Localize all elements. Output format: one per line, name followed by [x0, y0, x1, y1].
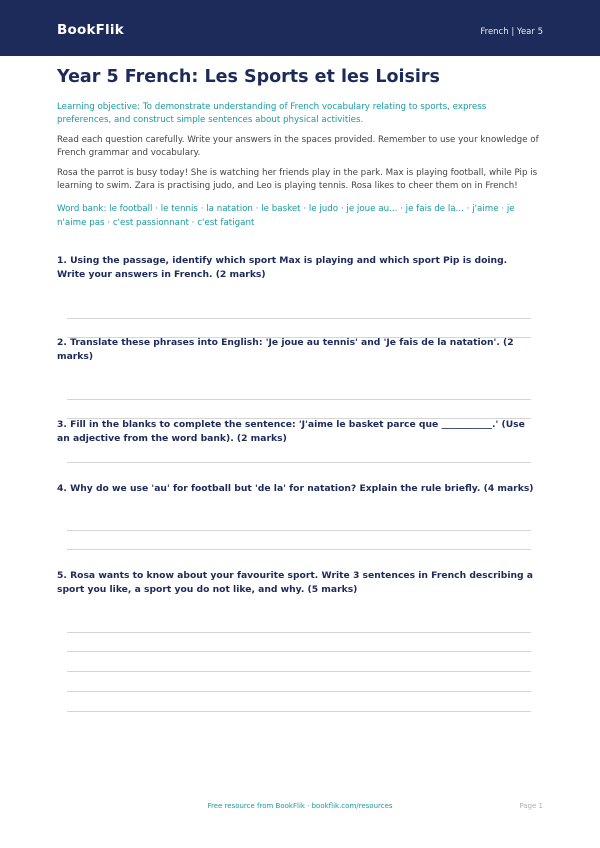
instructions-text: Read each question carefully. Write your answers in the spaces provided. Remember to use your knowledge of French grammar and vocabulary. [57, 135, 539, 158]
worksheet-intro [57, 66, 542, 230]
page-header [0, 0, 600, 56]
answer-line[interactable] [67, 549, 531, 550]
story-passage: Rosa the parrot is busy today! She is watching her friends play in the park. Max is playing football, while Pip is learning to swim. Zara is practising judo, and Leo is playing tennis. Rosa likes to cheer them on in French! [57, 168, 538, 191]
answer-line[interactable] [67, 711, 531, 712]
answer-line[interactable] [67, 318, 531, 319]
answer-line[interactable] [67, 671, 531, 672]
question-2: 2. Translate these phrases into English: 'Je joue au tennis' and 'Je fais de la natation'. (2 marks) [57, 337, 514, 362]
word-bank: Word bank: le football · le tennis · la natation · le basket · le judo · je joue au... · je fais de la... · j'aime · je n'aime pas · c'est passionnant · c'est fatigant [57, 204, 515, 228]
answer-line[interactable] [67, 462, 531, 463]
answer-line[interactable] [67, 632, 531, 633]
worksheet-title: Year 5 French: Les Sports et les Loisirs [57, 67, 440, 87]
question-4: 4. Why do we use 'au' for football but 'de la' for natation? Explain the rule briefly. (4 marks) [57, 483, 534, 494]
page-number: Page 1 [519, 802, 543, 810]
subject-breadcrumb: French | Year 5 [480, 27, 543, 37]
answer-line[interactable] [67, 691, 531, 692]
learning-objective: Learning objective: To demonstrate understanding of French vocabulary relating to sports, express preferences, and construct simple sentences about physical activities. [57, 102, 487, 125]
footer-credit[interactable]: Free resource from BookFlik · bookflik.com/resources [207, 802, 393, 810]
question-1: 1. Using the passage, identify which sport Max is playing and which sport Pip is doing. Write your answers in French. (2 marks) [57, 255, 508, 280]
question-5: 5. Rosa wants to know about your favourite sport. Write 3 sentences in French describing a sport you like, a sport you do not like, and why. (5 marks) [57, 570, 533, 595]
answer-line[interactable] [67, 530, 531, 531]
answer-line[interactable] [67, 399, 531, 400]
question-3: 3. Fill in the blanks to complete the sentence: 'J'aime le basket parce que ___________.' (Use an adjective from the word bank). (2 marks) [57, 419, 525, 444]
brand-logo[interactable]: BookFlik [57, 22, 124, 38]
answer-line[interactable] [67, 651, 531, 652]
